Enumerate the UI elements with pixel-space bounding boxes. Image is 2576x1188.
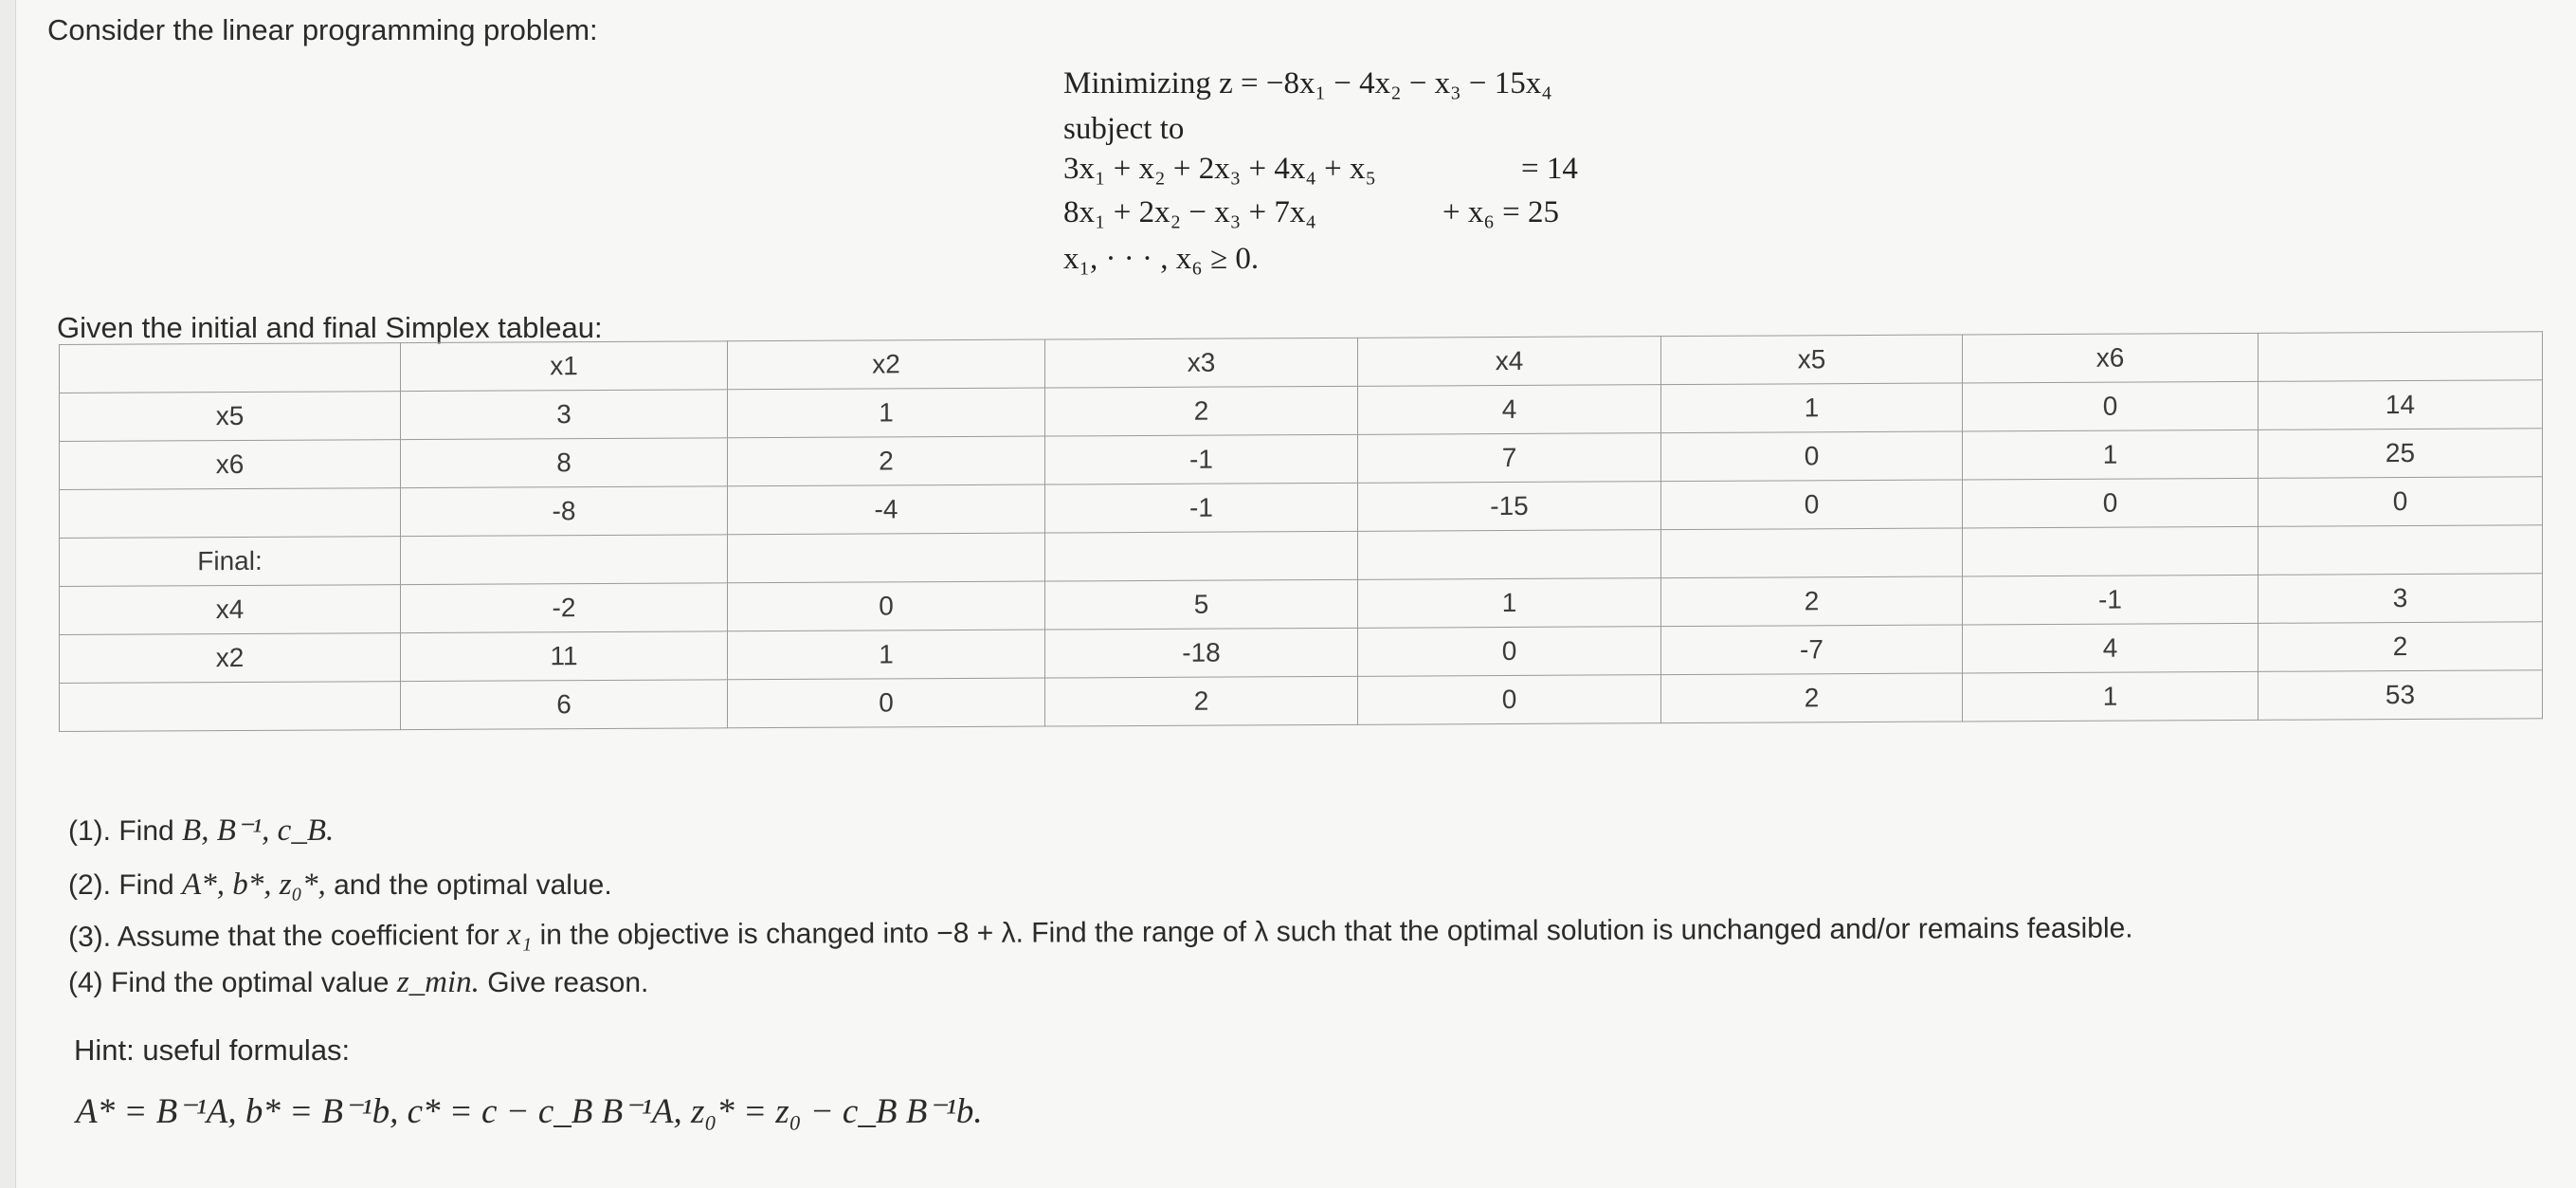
table-cell: 2 xyxy=(1661,576,1963,627)
table-cell: 2 xyxy=(1045,676,1358,726)
hint-title: Hint: useful formulas: xyxy=(74,1033,351,1067)
tableau-caption: Given the initial and final Simplex tableau: xyxy=(57,311,603,344)
table-cell: 2 xyxy=(2259,622,2543,672)
table-cell xyxy=(728,533,1045,583)
table-cell: 0 xyxy=(2259,477,2543,527)
question-2 xyxy=(68,868,612,903)
table-cell: 2 xyxy=(1661,673,1963,723)
table-cell xyxy=(60,343,401,393)
table-cell: x2 xyxy=(728,339,1045,390)
q4-text-a: (4) Find the optimal value xyxy=(68,967,390,998)
q2-tail: and the optimal value. xyxy=(334,869,612,901)
simplex-tableau xyxy=(59,331,2543,732)
table-cell: 14 xyxy=(2259,380,2543,430)
objective: Minimizing z = −8x₁ − 4x₂ − x₃ − 15x₄ xyxy=(1063,66,1552,101)
q3-text-a: (3). Assume that the coefficient for xyxy=(68,920,499,953)
table-cell: x4 xyxy=(1358,337,1661,387)
table-cell: 11 xyxy=(401,631,728,682)
table-cell: 5 xyxy=(1045,579,1358,630)
table-cell: x2 xyxy=(60,633,401,684)
table-cell: x4 xyxy=(60,585,401,635)
q2-text: (2). Find xyxy=(68,869,174,901)
q2-math: A*, b*, z₀*, xyxy=(182,868,326,902)
constraint-1-rhs: = 14 xyxy=(1521,152,1578,186)
table-cell: 1 xyxy=(728,630,1045,680)
table-cell: 4 xyxy=(1358,385,1661,435)
table-cell xyxy=(1045,531,1358,581)
table-cell xyxy=(401,535,728,585)
constraint-1-lhs: 3x₁ + x₂ + 2x₃ + 4x₄ + x₅ xyxy=(1063,152,1376,186)
table-cell: 8 xyxy=(401,438,728,488)
table-cell: 0 xyxy=(1963,478,2259,528)
table-cell: -18 xyxy=(1045,628,1358,678)
q1-text: (1). Find xyxy=(68,815,174,847)
q1-math: B, B⁻¹, c_B. xyxy=(182,813,335,848)
question-4 xyxy=(68,965,648,1000)
table-cell: 3 xyxy=(401,390,728,440)
intro-text: Consider the linear programming problem: xyxy=(47,13,598,46)
table-cell: 0 xyxy=(1358,675,1661,725)
question-1 xyxy=(68,811,334,849)
table-cell: 0 xyxy=(1661,431,1963,482)
q3-text-b: in the objective is changed into −8 + λ. Find the range of λ such that the optimal solution is unchanged and/or remains feasible. xyxy=(539,912,2133,951)
table-cell xyxy=(1358,530,1661,580)
table-cell: 1 xyxy=(1963,430,2259,480)
table-cell: 4 xyxy=(1963,623,2259,673)
q4-text-b: Give reason. xyxy=(487,967,649,998)
table-cell: 7 xyxy=(1358,433,1661,484)
table-cell: -15 xyxy=(1358,482,1661,532)
table-cell: 0 xyxy=(728,581,1045,631)
table-cell: 0 xyxy=(1963,381,2259,431)
table-cell: 1 xyxy=(728,388,1045,438)
table-cell: 1 xyxy=(1963,671,2259,722)
table-cell: 0 xyxy=(728,678,1045,728)
table-cell xyxy=(1963,526,2259,576)
table-cell: -1 xyxy=(1963,575,2259,625)
table-cell xyxy=(1661,528,1963,578)
table-cell: x1 xyxy=(401,341,728,392)
nonnegativity: x₁, · · · , x₆ ≥ 0. xyxy=(1063,242,1260,276)
table-cell: Final: xyxy=(60,537,401,587)
table-cell: x6 xyxy=(1963,333,2259,383)
table-cell: 2 xyxy=(728,436,1045,486)
table-cell xyxy=(60,682,401,732)
q3-math: x₁ xyxy=(507,917,533,952)
table-cell: 25 xyxy=(2259,429,2543,479)
table-cell: 2 xyxy=(1045,386,1358,436)
table-cell: -8 xyxy=(401,486,728,537)
table-cell: x6 xyxy=(60,440,401,490)
page-edge xyxy=(0,0,16,1188)
question-3 xyxy=(68,910,2133,955)
table-cell xyxy=(2259,525,2543,576)
table-cell: 0 xyxy=(1661,480,1963,530)
table-cell: 1 xyxy=(1661,383,1963,433)
table-cell: 53 xyxy=(2259,670,2543,721)
q4-math: z_min. xyxy=(396,965,480,999)
table-cell: 1 xyxy=(1358,578,1661,629)
constraint-2-lhs: 8x₁ + 2x₂ − x₃ + 7x₄ xyxy=(1063,195,1316,229)
table-cell: -7 xyxy=(1661,625,1963,675)
table-cell: 0 xyxy=(1358,627,1661,677)
table-cell: -1 xyxy=(1045,483,1358,533)
subject-to: subject to xyxy=(1063,112,1185,146)
table-cell: 6 xyxy=(401,680,728,730)
hint-formulas: A* = B⁻¹A, b* = B⁻¹b, c* = c − c_B B⁻¹A, z₀* = z₀ − c_B B⁻¹b. xyxy=(76,1092,983,1131)
table-cell xyxy=(60,488,401,539)
table-cell: 3 xyxy=(2259,574,2543,624)
table-cell: x5 xyxy=(1661,335,1963,385)
table-cell xyxy=(2259,332,2543,382)
table-cell: x3 xyxy=(1045,338,1358,388)
table-cell: x5 xyxy=(60,392,401,442)
table-cell: -4 xyxy=(728,484,1045,535)
table-cell: -1 xyxy=(1045,434,1358,484)
constraint-2-rhs: + x₆ = 25 xyxy=(1442,195,1559,229)
table-cell: -2 xyxy=(401,583,728,633)
